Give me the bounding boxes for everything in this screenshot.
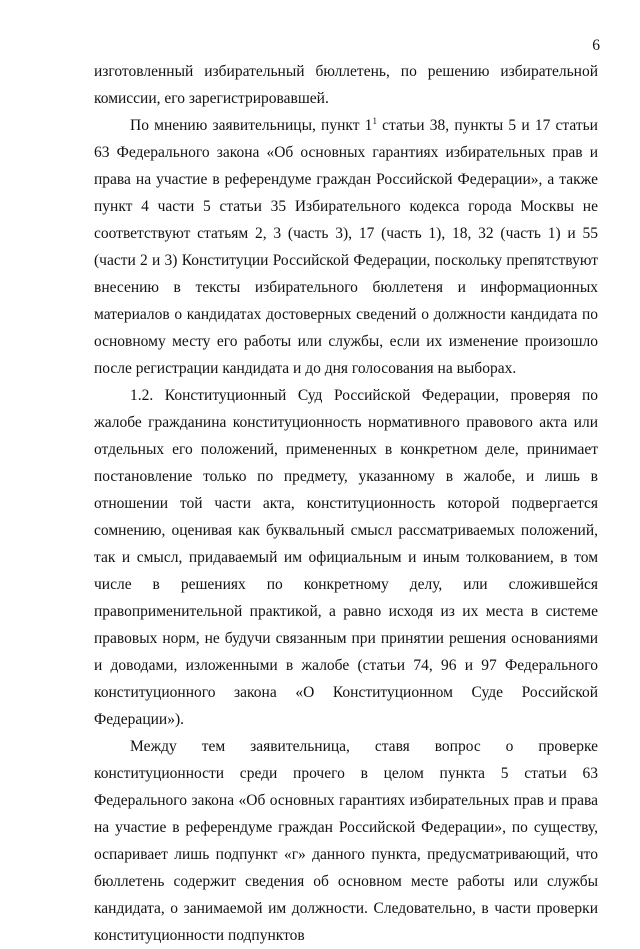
paragraph-text-start: По мнению заявительницы, пункт 1 — [130, 117, 373, 134]
document-body — [94, 58, 598, 949]
paragraph-applicant-opinion — [94, 112, 598, 382]
page-number: 6 — [592, 37, 600, 54]
paragraph-meanwhile: Между тем заявительница, ставя вопрос о проверке конституционности среди прочего в целом пункта 5 статьи 63 Федерального закона «Об основных гарантиях избирательных прав и права на участие в референдуме граждан Российской Федерации», по существу, оспаривает лишь подпункт «г» данного пункта, предусматривающий, что бюллетень содержит сведения об основном месте работы или службы кандидата, о занимаемой им должности. Следовательно, в части проверки конституционности подпунктов — [94, 738, 598, 944]
paragraph-text-end: статьи 38, пункты 5 и 17 статьи 63 Федерального закона «Об основных гарантиях избирательных прав и права на участие в референдуме граждан Российской Федерации», а также пункт 4 части 5 статьи 35 Избирательного кодекса города Москвы не соответствуют статьям 2, 3 (часть 3), 17 (часть 1), 18, 32 (часть 1) и 55 (части 2 и 3) Конституции Российской Федерации, поскольку препятствуют внесению в тексты избирательного бюллетеня и информационных материалов о кандидатах достоверных сведений о должности кандидата по основному месту его работы или службы, если их изменение произошло после регистрации кандидата и до дня голосования на выборах. — [94, 117, 598, 377]
paragraph-continuation: изготовленный избирательный бюллетень, по решению избирательной комиссии, его зарегистрировавшей. — [94, 63, 598, 107]
superscript-index: 1 — [372, 115, 377, 126]
paragraph-section-1-2: 1.2. Конституционный Суд Российской Федерации, проверяя по жалобе гражданина конституционность нормативного правового акта или отдельных его положений, примененных в конкретном деле, принимает постановление только по предмету, указанному в жалобе, и лишь в отношении той части акта, конституционность которой подвергается сомнению, оценивая как буквальный смысл рассматриваемых положений, так и смысл, придаваемый им официальным и иным толкованием, в том числе в решениях по конкретному делу, или сложившейся правоприменительной практикой, а равно исходя из их места в системе правовых норм, не будучи связанным при принятии решения основаниями и доводами, изложенными в жалобе (статьи 74, 96 и 97 Федерального конституционного закона «О Конституционном Суде Российской Федерации»). — [94, 387, 598, 728]
